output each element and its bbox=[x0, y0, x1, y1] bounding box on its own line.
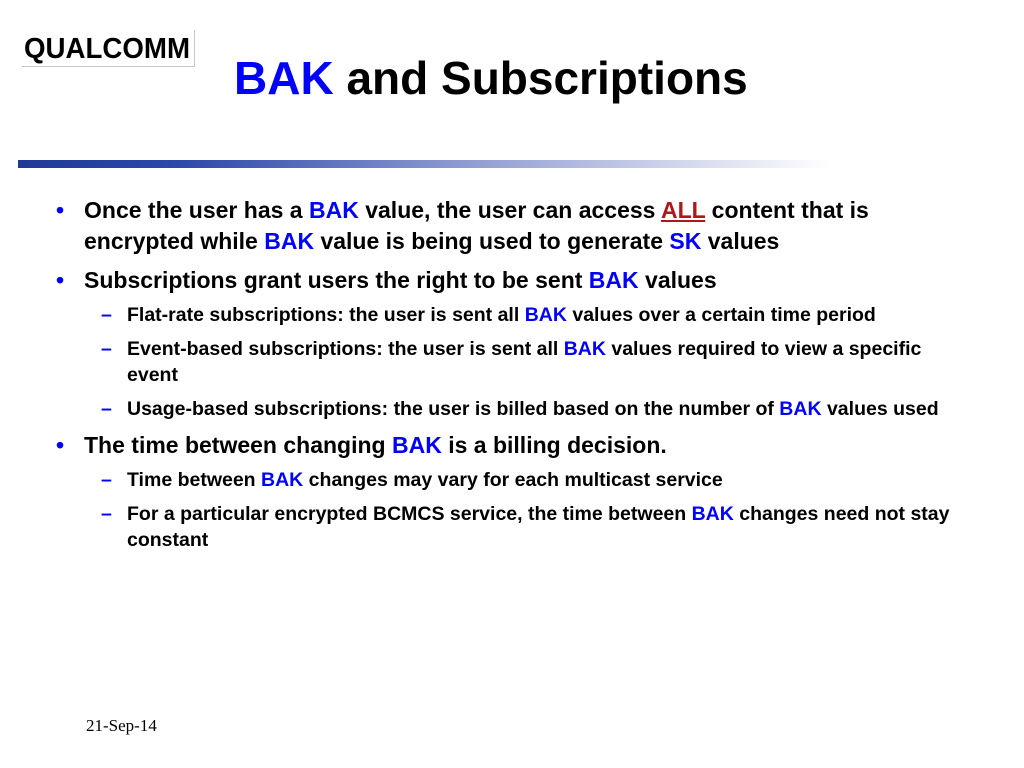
svg-text:QUALCOMM: QUALCOMM bbox=[24, 33, 190, 65]
all-highlight: ALL bbox=[660, 197, 706, 223]
slide-title bbox=[234, 50, 748, 106]
sub-bullet-usage-based: – Usage-based subscriptions: the user is billed based on the number of BAK values used bbox=[101, 398, 939, 420]
qualcomm-logo bbox=[22, 30, 195, 67]
dash-icon: – bbox=[101, 398, 112, 420]
title-rest: and Subscriptions bbox=[346, 52, 748, 104]
bullet-bak-access: • Once the user has a BAK value, the user can access ALL content that is encrypted while BAK value is being used to generate SK values bbox=[56, 197, 869, 254]
slide-date: 21-Sep-14 bbox=[86, 716, 157, 735]
dash-icon: – bbox=[101, 338, 112, 360]
sub-bullet-event-based: – Event-based subscriptions: the user is sent all BAK values required to view a specific event bbox=[101, 338, 922, 386]
subscription-types-list bbox=[101, 302, 976, 422]
title-divider bbox=[18, 160, 830, 168]
bullet-subscriptions: • Subscriptions grant users the right to be sent BAK values – Flat-rate subscriptions: the user is sent all BAK values over a certain time period – Event-based subscriptions: the user is sent all BAK values required to view a specific event – Usage-based subscriptions: the user is billed based on the number of BAK values used bbox=[56, 265, 976, 422]
bullet-dot-icon: • bbox=[56, 267, 65, 293]
sub-bullet-time-between: – Time between BAK changes may vary for each multicast service bbox=[101, 469, 723, 491]
bullet-dot-icon: • bbox=[56, 432, 65, 458]
bullet-dot-icon: • bbox=[56, 197, 65, 223]
dash-icon: – bbox=[101, 503, 112, 525]
bullet-list bbox=[56, 195, 976, 553]
slide-body bbox=[56, 195, 976, 561]
sub-bullet-bcmcs-service: – For a particular encrypted BCMCS service, the time between BAK changes need not stay constant bbox=[101, 503, 950, 551]
dash-icon: – bbox=[101, 469, 112, 491]
title-accent: BAK bbox=[234, 52, 334, 104]
billing-details-list bbox=[101, 467, 976, 553]
sub-bullet-flat-rate: – Flat-rate subscriptions: the user is sent all BAK values over a certain time period bbox=[101, 304, 876, 326]
bullet-billing-decision: • The time between changing BAK is a billing decision. – Time between BAK changes may vary for each multicast service – For a particular encrypted BCMCS service, the time between BAK changes need not stay constant bbox=[56, 430, 976, 553]
dash-icon: – bbox=[101, 304, 112, 326]
qualcomm-logo-wordmark bbox=[22, 30, 194, 66]
